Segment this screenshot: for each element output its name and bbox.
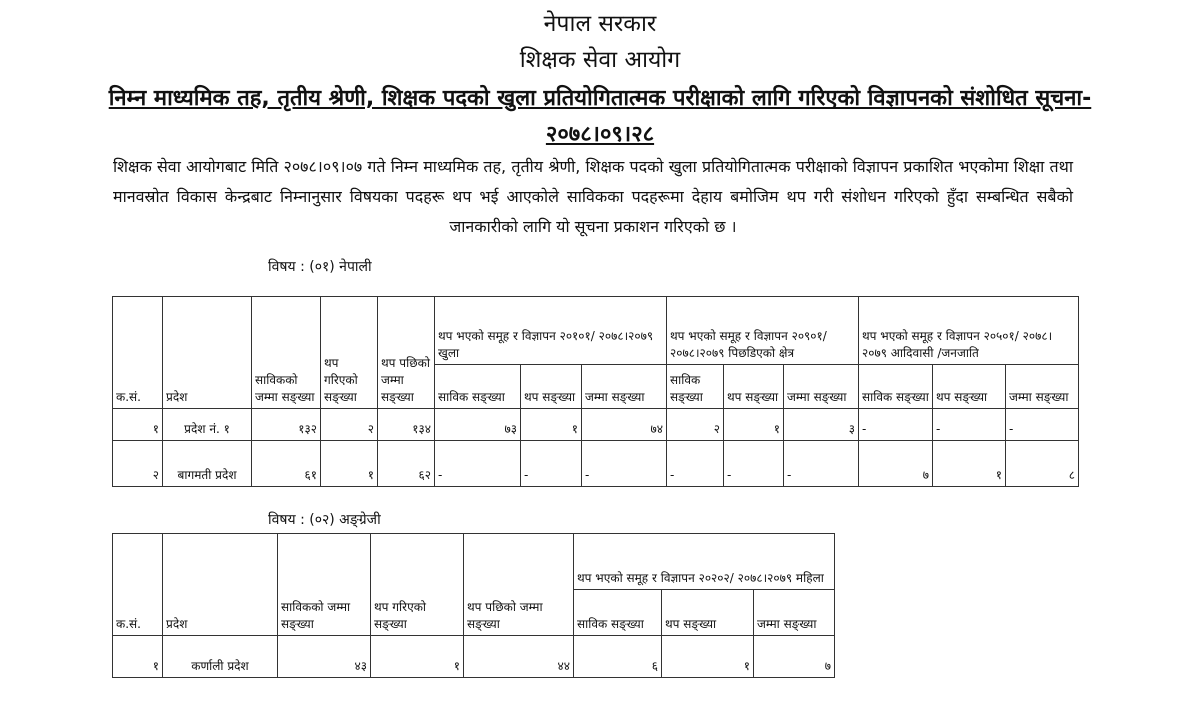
- cell-g3-add: -: [933, 409, 1006, 441]
- cell-g2-total: ३: [784, 409, 859, 441]
- cell-g2-add: १: [724, 409, 784, 441]
- subheader-total: जम्मा सङ्ख्या: [784, 365, 859, 409]
- table-nepali: [112, 296, 1079, 487]
- table2-subject: विषय : (०२) अङ्ग्रेजी: [268, 512, 381, 528]
- cell-g3-add: १: [933, 441, 1006, 487]
- cell-g1-prev: -: [435, 441, 521, 487]
- header-after-total: थप पछिको जम्मा सङ्ख्या: [464, 534, 574, 636]
- subheader-prev: साविक सङ्ख्या: [435, 365, 521, 409]
- cell-add: १: [321, 441, 378, 487]
- cell-province: कर्णाली प्रदेश: [163, 636, 278, 678]
- cell-after: १३४: [378, 409, 435, 441]
- commission-name: शिक्षक सेवा आयोग: [519, 47, 681, 73]
- cell-g1-add: -: [521, 441, 582, 487]
- header-sn: क.सं.: [113, 534, 163, 636]
- notice-date: २०७८।०९।२८: [545, 122, 655, 147]
- govt-name: नेपाल सरकार: [543, 11, 657, 37]
- subheader-add: थप सङ्ख्या: [724, 365, 784, 409]
- header-prev-total: साविकको जम्मा सङ्ख्या: [252, 297, 321, 409]
- cell-add: २: [321, 409, 378, 441]
- subheader-add: थप सङ्ख्या: [933, 365, 1006, 409]
- cell-g-add: १: [662, 636, 754, 678]
- cell-sn: १: [113, 409, 163, 441]
- table-row: [113, 441, 1079, 487]
- header-province: प्रदेश: [163, 534, 278, 636]
- subheader-add: थप सङ्ख्या: [521, 365, 582, 409]
- table-english: [112, 533, 835, 678]
- cell-sn: १: [113, 636, 163, 678]
- cell-g2-add: -: [724, 441, 784, 487]
- cell-after: ६२: [378, 441, 435, 487]
- header-sn: क.सं.: [113, 297, 163, 409]
- cell-g1-add: १: [521, 409, 582, 441]
- cell-g1-total: ७४: [582, 409, 667, 441]
- notice-title: निम्न माध्यमिक तह, तृतीय श्रेणी, शिक्षक पदको खुला प्रतियोगितात्मक परीक्षाको लागि गरिएको विज्ञापनको संशोधित सूचना-: [108, 86, 1092, 111]
- cell-prev: ४३: [278, 636, 371, 678]
- header-added: थप गरिएको सङ्ख्या: [321, 297, 378, 409]
- cell-g3-total: -: [1006, 409, 1079, 441]
- header-added: थप गरिएको सङ्ख्या: [371, 534, 464, 636]
- table-row: [113, 409, 1079, 441]
- cell-g3-prev: ७: [859, 441, 933, 487]
- cell-after: ४४: [464, 636, 574, 678]
- cell-g2-total: -: [784, 441, 859, 487]
- subheader-prev: साविक सङ्ख्या: [859, 365, 933, 409]
- header-group-janajati: थप भएको समूह र विज्ञापन २०५०१/ २०७८।२०७९ आदिवासी /जनजाति: [859, 297, 1079, 365]
- subheader-total: जम्मा सङ्ख्या: [582, 365, 667, 409]
- header-after-total: थप पछिको जम्मा सङ्ख्या: [378, 297, 435, 409]
- cell-g-total: ७: [754, 636, 835, 678]
- subheader-prev: साविक सङ्ख्या: [667, 365, 724, 409]
- cell-g1-total: -: [582, 441, 667, 487]
- cell-g2-prev: -: [667, 441, 724, 487]
- header-province: प्रदेश: [163, 297, 252, 409]
- table-row: [113, 636, 835, 678]
- subheader-prev: साविक सङ्ख्या: [574, 590, 662, 636]
- cell-province: बागमती प्रदेश: [163, 441, 252, 487]
- cell-add: १: [371, 636, 464, 678]
- cell-g1-prev: ७३: [435, 409, 521, 441]
- header-group-pichhadiyeko: थप भएको समूह र विज्ञापन २०९०१/ २०७८।२०७९ पिछडिएको क्षेत्र: [667, 297, 859, 365]
- cell-g3-total: ८: [1006, 441, 1079, 487]
- cell-prev: ६१: [252, 441, 321, 487]
- cell-g2-prev: २: [667, 409, 724, 441]
- header-group-mahila: थप भएको समूह र विज्ञापन २०२०२/ २०७८।२०७९ महिला: [574, 534, 835, 590]
- subheader-add: थप सङ्ख्या: [662, 590, 754, 636]
- header-group-khula: थप भएको समूह र विज्ञापन २०१०१/ २०७८।२०७९ खुला: [435, 297, 667, 365]
- cell-province: प्रदेश नं. १: [163, 409, 252, 441]
- subheader-total: जम्मा सङ्ख्या: [1006, 365, 1079, 409]
- cell-g3-prev: -: [859, 409, 933, 441]
- table1-subject: विषय : (०१) नेपाली: [268, 259, 372, 275]
- header-prev-total: साविकको जम्मा सङ्ख्या: [278, 534, 371, 636]
- cell-sn: २: [113, 441, 163, 487]
- subheader-total: जम्मा सङ्ख्या: [754, 590, 835, 636]
- cell-g-prev: ६: [574, 636, 662, 678]
- cell-prev: १३२: [252, 409, 321, 441]
- notice-paragraph: शिक्षक सेवा आयोगबाट मिति २०७८।०९।०७ गते निम्न माध्यमिक तह, तृतीय श्रेणी, शिक्षक पदको खुला प्रतियोगितात्मक परीक्षाको विज्ञापन प्रकाशित भएकोमा शिक्षा तथा मानवस्रोत विकास केन्द्रबाट निम्नानुसार विषयका पदहरू थप भई आएकोले साविकका पदहरूमा देहाय बमोजिम थप गरी संशोधन गरिएको हुँदा सम्बन्धित सबैको जानकारीको लागि यो सूचना प्रकाशन गरिएको छ ।: [113, 157, 1073, 236]
